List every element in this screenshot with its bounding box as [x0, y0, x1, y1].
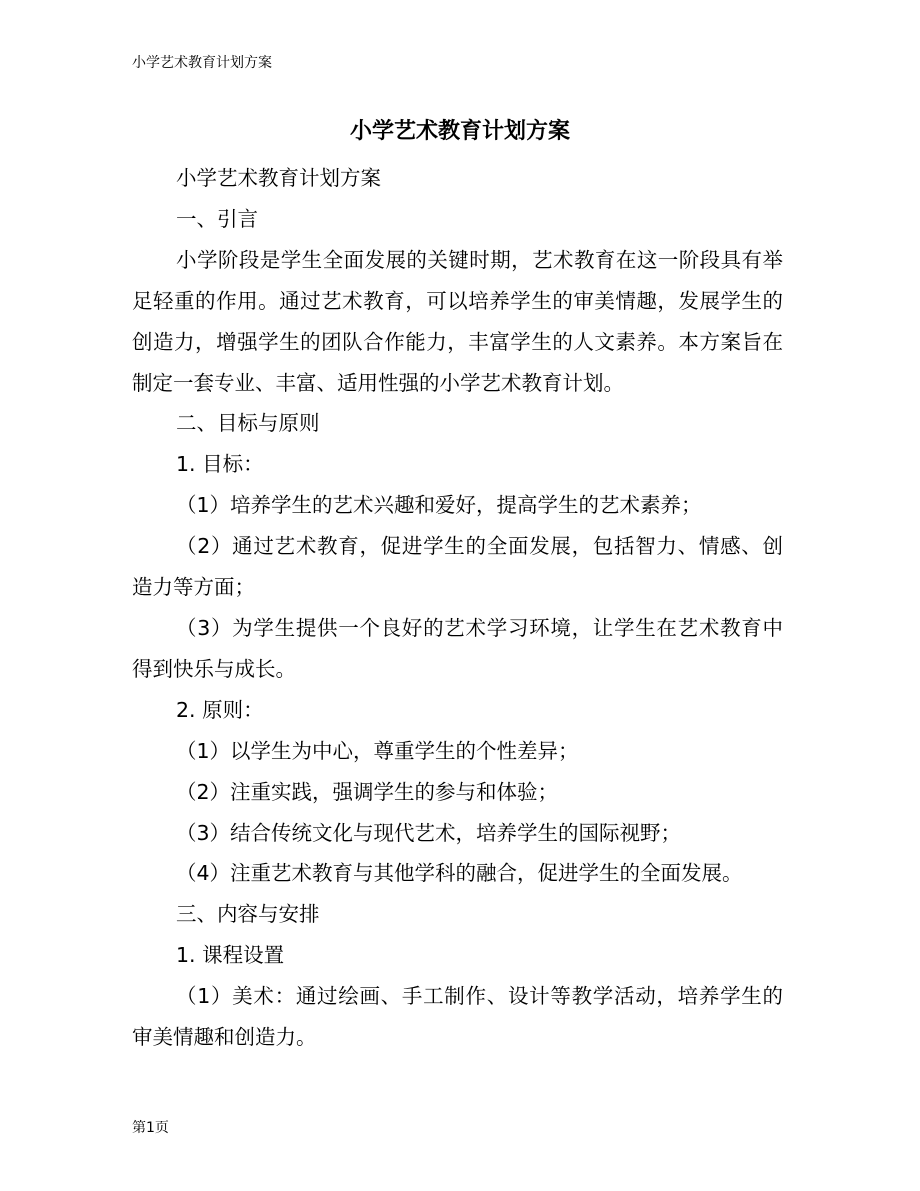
section-heading: 三、内容与安排 [176, 902, 320, 927]
subheading: 2. 原则： [176, 697, 264, 722]
section-heading: 一、引言 [176, 206, 258, 231]
subheading: 1. 课程设置 [176, 943, 285, 968]
paragraph: 小学阶段是学生全面发展的关键时期，艺术教育在这一阶段具有举足轻重的作用。通过艺术教育，可以培养学生的审美情趣，发展学生的创造力，增强学生的团队合作能力，丰富学生的人文素养。本方案旨在制定一套专业、丰富、适用性强的小学艺术教育计划。 [132, 247, 783, 395]
section-heading: 二、目标与原则 [176, 411, 320, 436]
list-item: （4）注重艺术教育与其他学科的融合，促进学生的全面发展。 [176, 861, 743, 886]
subheading: 1. 目标： [176, 452, 264, 477]
list-item: （2）注重实践，强调学生的参与和体验； [176, 779, 559, 804]
running-header: 小学艺术教育计划方案 [132, 55, 272, 71]
list-item: （1）以学生为中心，尊重学生的个性差异； [176, 738, 579, 763]
list-item: （2）通过艺术教育，促进学生的全面发展，包括智力、情感、创造力等方面； [132, 534, 783, 600]
document-title: 小学艺术教育计划方案 [349, 118, 570, 144]
list-item: （1）培养学生的艺术兴趣和爱好，提高学生的艺术素养； [176, 493, 702, 518]
page-number: 第1页 [132, 1120, 169, 1136]
document-body [132, 158, 783, 1058]
paragraph: 小学艺术教育计划方案 [176, 166, 381, 190]
list-item: （3）为学生提供一个良好的艺术学习环境，让学生在艺术教育中得到快乐与成长。 [132, 615, 783, 681]
list-item: （3）结合传统文化与现代艺术，培养学生的国际视野； [176, 820, 682, 845]
list-item: （1）美术：通过绘画、手工制作、设计等教学活动，培养学生的审美情趣和创造力。 [132, 984, 783, 1050]
